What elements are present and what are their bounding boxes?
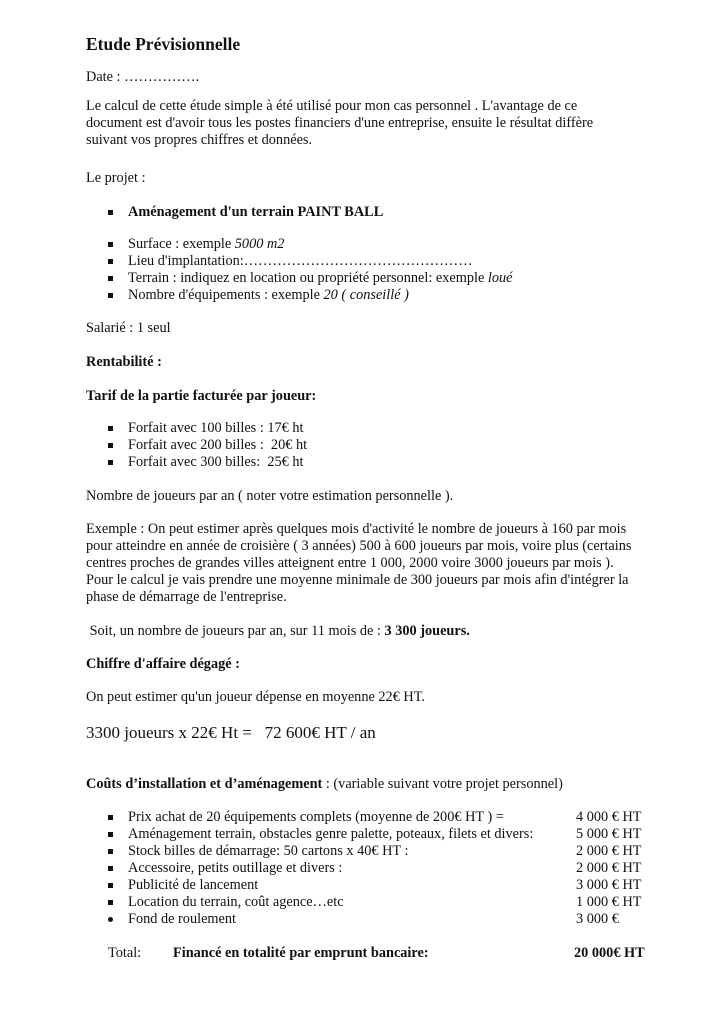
total-amount: 20 000€ HT <box>574 945 645 961</box>
cout-label: Location du terrain, coût agence…etc <box>128 894 344 910</box>
cout-amount: 3 000 € HT <box>576 877 642 893</box>
cout-label: Fond de roulement <box>128 911 237 927</box>
total-line <box>86 945 648 962</box>
cout-item <box>86 826 646 843</box>
ca-heading: Chiffre d'affaire dégagé : <box>86 656 240 672</box>
projet-item-text: Nombre d'équipements : exemple <box>128 287 324 303</box>
projet-item-text: Lieu d'implantation:………………………………………… <box>128 253 473 269</box>
soit-line <box>86 623 646 640</box>
projet-item-example: 20 ( conseillé ) <box>323 287 409 303</box>
projet-item <box>86 253 646 270</box>
rentabilite-heading: Rentabilité : <box>86 354 162 370</box>
nombre-joueurs-line: Nombre de joueurs par an ( noter votre estimation personnelle ). <box>86 488 454 504</box>
cout-item <box>86 809 646 826</box>
cout-item <box>86 877 646 894</box>
cout-item <box>86 911 646 928</box>
cout-amount: 1 000 € HT <box>576 894 642 910</box>
total-label: Total: <box>108 945 142 961</box>
cout-item <box>86 843 646 860</box>
cout-amount: 4 000 € HT <box>576 809 642 825</box>
cout-label: Aménagement terrain, obstacles genre palette, poteaux, filets et divers: <box>128 826 534 842</box>
couts-heading-line <box>86 776 646 793</box>
projet-item-text: Surface : exemple <box>128 236 235 252</box>
tarifs-list <box>86 420 646 471</box>
cout-item <box>86 894 646 911</box>
cout-amount: 3 000 € <box>576 911 619 927</box>
cout-label: Publicité de lancement <box>128 877 259 893</box>
exemple-paragraph: Exemple : On peut estimer après quelques mois d'activité le nombre de joueurs à 160 par mois pour atteindre en année de croisière ( 3 années) 500 à 600 joueurs par mois, voire plus (certains centres proches de grandes villes atteignent entre 1 000, 2000 voire 3000 joueurs par mois ). Pour le calcul je vais prendre une moyenne minimale de 300 joueurs par mois afin d'intégrer la phase de démarrage de l'entreprise. <box>86 521 632 605</box>
cout-amount: 2 000 € HT <box>576 860 642 876</box>
cout-item <box>86 860 646 877</box>
cout-amount: 2 000 € HT <box>576 843 642 859</box>
tarif-item: Forfait avec 300 billes: 25€ ht <box>86 454 646 471</box>
projet-item <box>86 236 646 253</box>
projet-main-list <box>86 204 646 221</box>
intro-paragraph: Le calcul de cette étude simple à été utilisé pour mon cas personnel . L'avantage de ce document est d'avoir tous les postes financiers d'une entreprise, ensuite le résultat diffère suivant vos propres chiffres et données. <box>86 98 594 148</box>
projet-item-text: Terrain : indiquez en location ou propriété personnel: exemple <box>128 270 488 286</box>
tarif-item: Forfait avec 100 billes : 17€ ht <box>86 420 646 437</box>
total-description: Financé en totalité par emprunt bancaire: <box>173 945 429 961</box>
projet-item-example: loué <box>487 270 513 286</box>
ca-text: On peut estimer qu'un joueur dépense en moyenne 22€ HT. <box>86 689 425 705</box>
projet-items-list <box>86 236 646 304</box>
tarif-heading: Tarif de la partie facturée par joueur: <box>86 388 317 404</box>
salarie-line: Salarié : 1 seul <box>86 320 171 336</box>
couts-note: : (variable suivant votre projet personnel) <box>322 776 563 792</box>
projet-item <box>86 270 646 287</box>
ca-calculation: 3300 joueurs x 22€ Ht = 72 600€ HT / an <box>86 723 376 742</box>
document-title: Etude Prévisionnelle <box>86 34 241 54</box>
cout-label: Stock billes de démarrage: 50 cartons x 40€ HT : <box>128 843 409 859</box>
projet-item-example: 5000 m2 <box>234 236 285 252</box>
cout-label: Prix achat de 20 équipements complets (moyenne de 200€ HT ) = <box>128 809 504 825</box>
projet-main-item: Aménagement d'un terrain PAINT BALL <box>86 204 646 221</box>
couts-list <box>86 809 646 928</box>
soit-bold: 3 300 joueurs. <box>384 623 470 639</box>
couts-heading: Coûts d’installation et d’aménagement <box>86 776 323 792</box>
date-line: Date : ……………. <box>86 69 200 85</box>
projet-item <box>86 287 646 304</box>
soit-text: Soit, un nombre de joueurs par an, sur 11 mois de : <box>86 623 385 639</box>
cout-label: Accessoire, petits outillage et divers : <box>128 860 343 876</box>
projet-label: Le projet : <box>86 170 146 186</box>
cout-amount: 5 000 € HT <box>576 826 642 842</box>
tarif-item: Forfait avec 200 billes : 20€ ht <box>86 437 646 454</box>
